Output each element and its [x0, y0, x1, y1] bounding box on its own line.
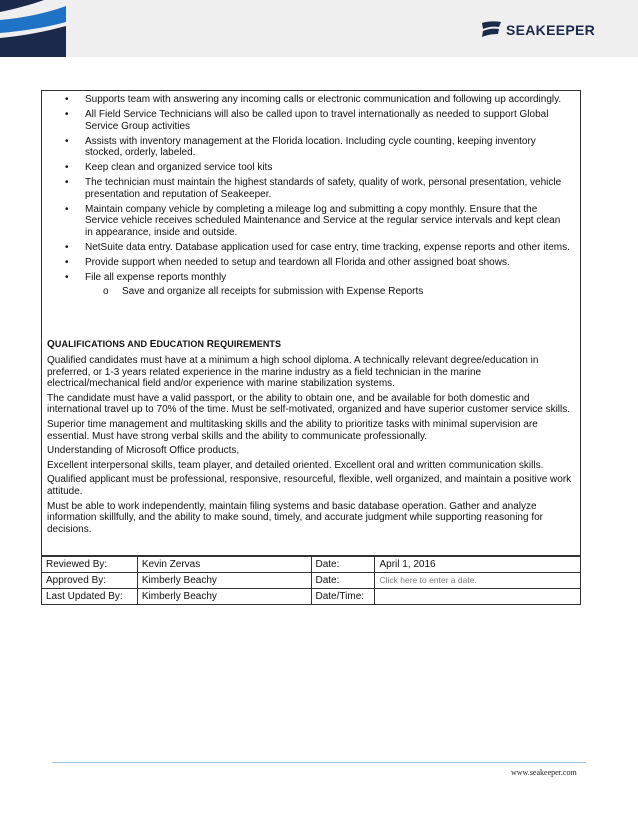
bullet-icon: • [65, 271, 69, 283]
last-updated-date [375, 589, 581, 605]
paragraph: Understanding of Microsoft Office products, [47, 445, 240, 457]
reviewed-by-name: Kevin Zervas [137, 557, 311, 573]
bullet-icon: • [65, 241, 69, 253]
bullet-icon: • [65, 108, 69, 120]
bullet-icon: • [65, 203, 69, 215]
date-label: Date: [311, 557, 375, 573]
bullet-icon: • [65, 135, 69, 147]
seakeeper-logo-icon [480, 20, 502, 40]
duties-list [60, 94, 570, 297]
last-updated-by-name: Kimberly Beachy [137, 589, 311, 605]
last-updated-by-label: Last Updated By: [42, 589, 138, 605]
paragraph: Must be able to work independently, maintain filing systems and basic database operation. Gather and analyze information skillfully, and the ability to make sound, timely, and accurate judgment while supporting reasoning for decisions. [47, 500, 544, 535]
reviewed-date: April 1, 2016 [375, 557, 581, 573]
page-header [0, 0, 638, 57]
review-table [41, 556, 581, 605]
footer-divider [52, 762, 586, 763]
bullet-icon: • [65, 177, 69, 189]
paragraph: The candidate must have a valid passport, or the ability to obtain one, and be available for both domestic and international travel up to 70% of the time. Must be self-motivated, organized and have superior customer service skills. [47, 392, 571, 416]
seakeeper-logo [480, 20, 595, 40]
bullet-icon: • [65, 162, 69, 174]
sub-bullet-icon: o [103, 285, 109, 297]
table-row [42, 573, 581, 589]
sub-list-item: o Save and organize all receipts for submission with Expense Reports [103, 285, 424, 297]
table-row [42, 557, 581, 573]
list-item: • File all expense reports monthly [65, 271, 227, 283]
list-item: • Assists with inventory management at the Florida location. Including cycle counting, keeping inventory stocked, orderly, labeled. [65, 135, 536, 159]
list-item: • Provide support when needed to setup and teardown all Florida and other assigned boat shows. [65, 256, 510, 268]
list-item: • All Field Service Technicians will also be called upon to travel internationally as needed to support Global Service Group activities [65, 108, 549, 132]
list-item: • Maintain company vehicle by completing a mileage log and submitting a copy monthly. Ensure that the Service vehicle receives scheduled Maintenance and Service at the regular service intervals and kept clean in appearance, inside and outside. [65, 203, 561, 238]
list-item: • Keep clean and organized service tool kits [65, 162, 273, 174]
approved-date-field[interactable] [375, 573, 581, 589]
paragraph: Qualified candidates must have at a minimum a high school diploma. A technically relevant degree/education in preferred, or 1-3 years related experience in the marine industry as a field technician in the marine electrical/mechanical field and/or experience with marine stabilization systems. [47, 355, 539, 390]
header-swoosh-graphic [0, 0, 70, 57]
approved-by-label: Approved By: [42, 573, 138, 589]
paragraph: Superior time management and multitasking skills and the ability to prioritize tasks with minimal supervision are essential. Must have strong verbal skills and the ability to communicate professionally. [47, 418, 538, 442]
table-row [42, 589, 581, 605]
logo-text: SEAKEEPER [506, 22, 596, 38]
qualifications-heading: QUALIFICATIONS AND EDUCATION REQUIREMENTS [47, 339, 282, 350]
date-label: Date: [311, 573, 375, 589]
date-time-label: Date/Time: [311, 589, 375, 605]
bullet-icon: • [65, 94, 69, 105]
footer-url: www.seakeeper.com [511, 768, 577, 777]
list-item: • Supports team with answering any incoming calls or electronic communication and following up accordingly. [65, 94, 562, 105]
paragraph: Qualified applicant must be professional, responsive, resourceful, flexible, well organized, and maintain a positive work attitude. [47, 474, 572, 497]
approved-by-name: Kimberly Beachy [137, 573, 311, 589]
list-item: • The technician must maintain the highest standards of safety, quality of work, personal presentation, vehicle presentation and reputation of Seakeeper. [65, 177, 562, 200]
reviewed-by-label: Reviewed By: [42, 557, 138, 573]
paragraph: Excellent interpersonal skills, team player, and detailed oriented. Excellent oral and written communication skills. [47, 459, 544, 471]
list-item: • NetSuite data entry. Database application used for case entry, time tracking, expense reports and other items. [65, 241, 570, 253]
qualifications-body [47, 355, 575, 538]
bullet-icon: • [65, 256, 69, 268]
date-placeholder: Click here to enter a date. [379, 575, 477, 585]
